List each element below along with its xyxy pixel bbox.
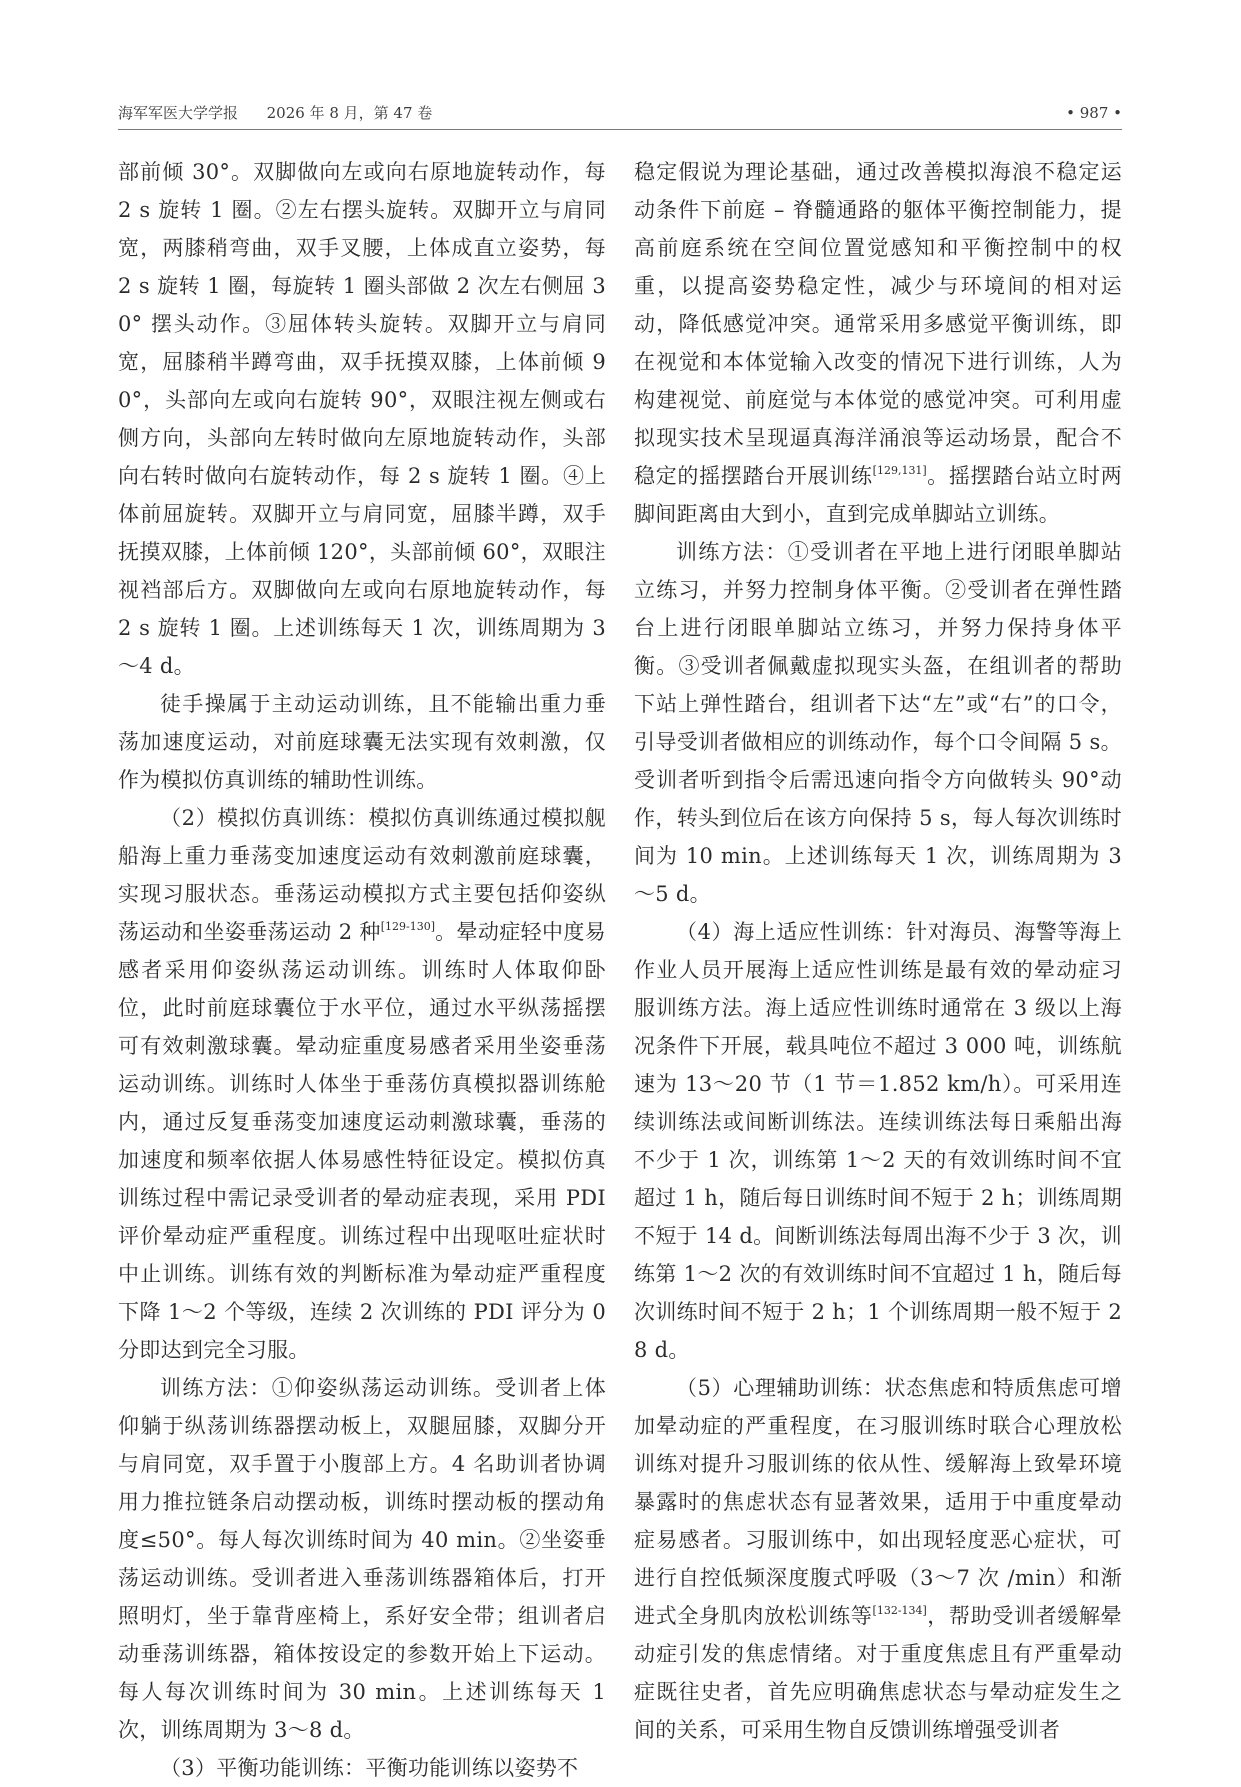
right-column [634, 153, 1122, 1749]
text: 稳定假说为理论基础，通过改善模拟海浪不稳定运动条件下前庭 – 脊髓通路的躯体平衡控制能力，提高前庭系统在空间位置觉感知和平衡控制中的权重，以提高姿势稳定性，减少与环境间的相对运动，降低感觉冲突。通常采用多感觉平衡训练，即在视觉和本体觉输入改变的情况下进行训练，人为构建视觉、前庭觉与本体觉的感觉冲突。可利用虚拟现实技术呈现逼真海洋涌浪等运动场景，配合不稳定的摇摆踏台开展训练 [634, 160, 1122, 488]
left-column [118, 153, 606, 1787]
paragraph-simulation-method: 训练方法：①仰姿纵荡运动训练。受训者上体仰躺于纵荡训练器摆动板上，双腿屈膝，双脚分开与肩同宽，双手置于小腹部上方。4 名助训者协调用力推拉链条启动摆动板，训练时摆动板的摆动角度≤50°。每人每次训练时间为 40 min。②坐姿垂荡运动训练。受训者进入垂荡训练器箱体后，打开照明灯，坐于靠背座椅上，系好安全带；组训者启动垂荡训练器，箱体按设定的参数开始上下运动。每人每次训练时间为 30 min。上述训练每天 1 次，训练周期为 3～8 d。 [118, 1376, 606, 1742]
text: （2）模拟仿真训练：模拟仿真训练通过模拟舰船海上重力垂荡变加速度运动有效刺激前庭球囊，实现习服状态。垂荡运动模拟方式主要包括仰姿纵荡运动和坐姿垂荡运动 2 种 [118, 806, 606, 944]
text: 。摇摆踏台站立时两脚间距离由大到小，直到完成单脚站立训练。 [634, 464, 1122, 526]
citation: [132-134] [872, 1604, 927, 1617]
page-number: • 987 • [1066, 104, 1122, 122]
text: （5）心理辅助训练：状态焦虑和特质焦虑可增加晕动症的严重程度，在习服训练时联合心理放松训练对提升习服训练的依从性、缓解海上致晕环境暴露时的焦虑状态有显著效果，适用于中重度晕动症易感者。习服训练中，如出现轻度恶心症状，可进行自控低频深度腹式呼吸（3～7 次 /min）和渐进式全身肌肉放松训练等 [634, 1376, 1122, 1628]
paragraph-simulation-training [118, 799, 606, 1369]
running-header [118, 103, 1122, 129]
text: 。晕动症轻中度易感者采用仰姿纵荡运动训练。训练时人体取仰卧位，此时前庭球囊位于水平位，通过水平纵荡摇摆可有效刺激球囊。晕动症重度易感者采用坐姿垂荡运动训练。训练时人体坐于垂荡仿真模拟器训练舱内，通过反复垂荡变加速度运动刺激球囊，垂荡的加速度和频率依据人体易感性特征设定。模拟仿真训练过程中需记录受训者的晕动症表现，采用 PDI 评价晕动症严重程度。训练过程中出现呕吐症状时中止训练。训练有效的判断标准为晕动症严重程度下降 1～2 个等级，连续 2 次训练的 PDI 评分为 0 分即达到完全习服。 [118, 920, 606, 1362]
paragraph-sea-adaptation: （4）海上适应性训练：针对海员、海警等海上作业人员开展海上适应性训练是最有效的晕动症习服训练方法。海上适应性训练时通常在 3 级以上海况条件下开展，载具吨位不超过 3 000 吨，训练航速为 13～20 节（1 节＝1.852 km/h）。可采用连续训练法或间断训练法。连续训练法每日乘船出海不少于 1 次，训练第 1～2 天的有效训练时间不宜超过 1 h，随后每日训练时间不短于 2 h；训练周期不短于 14 d。间断训练法每周出海不少于 3 次，训练第 1～2 次的有效训练时间不宜超过 1 h，随后每次训练时间不短于 2 h；1 个训练周期一般不短于 28 d。 [634, 920, 1122, 1362]
paragraph-balance-training-start: （3）平衡功能训练：平衡功能训练以姿势不 [160, 1756, 579, 1780]
paragraph-exercise-continuation: 部前倾 30°。双脚做向左或向右原地旋转动作，每 2 s 旋转 1 圈。②左右摆头旋转。双脚开立与肩同宽，两膝稍弯曲，双手叉腰，上体成直立姿势，每 2 s 旋转 1 圈，每旋转 1 圈头部做 2 次左右侧屈 30° 摆头动作。③屈体转头旋转。双脚开立与肩同宽，屈膝稍半蹲弯曲，双手抚摸双膝，上体前倾 90°，头部向左或向右旋转 90°，双眼注视左侧或右侧方向，头部向左转时做向左原地旋转动作，头部向右转时做向右旋转动作，每 2 s 旋转 1 圈。④上体前屈旋转。双脚开立与肩同宽，屈膝半蹲，双手抚摸双膝，上体前倾 120°，头部前倾 60°，双眼注视裆部后方。双脚做向左或向右原地旋转动作，每 2 s 旋转 1 圈。上述训练每天 1 次，训练周期为 3～4 d。 [118, 160, 606, 678]
paragraph-balance-method: 训练方法：①受训者在平地上进行闭眼单脚站立练习，并努力控制身体平衡。②受训者在弹性踏台上进行闭眼单脚站立练习，并努力保持身体平衡。③受训者佩戴虚拟现实头盔，在组训者的帮助下站上弹性踏台，组训者下达“左”或“右”的口令，引导受训者做相应的训练动作，每个口令间隔 5 s。受训者听到指令后需迅速向指令方向做转头 90°动作，转头到位后在该方向保持 5 s，每人每次训练时间为 10 min。上述训练每天 1 次，训练周期为 3～5 d。 [634, 540, 1122, 906]
issue-info: 2026 年 8 月，第 47 卷 [266, 104, 433, 122]
paragraph-freehand-note: 徒手操属于主动运动训练，且不能输出重力垂荡加速度运动，对前庭球囊无法实现有效刺激，仅作为模拟仿真训练的辅助性训练。 [118, 692, 606, 792]
paragraph-psychological-training [634, 1369, 1122, 1749]
text: ，帮助受训者缓解晕动症引发的焦虑情绪。对于重度焦虑且有严重晕动症既往史者，首先应明确焦虑状态与晕动症发生之间的关系，可采用生物自反馈训练增强受训者 [634, 1604, 1122, 1742]
journal-name: 海军军医大学学报 [118, 104, 239, 122]
journal-issue [118, 103, 432, 123]
header-rule [118, 129, 1122, 130]
paragraph-balance-training [634, 153, 1122, 533]
citation: [129,131] [872, 464, 927, 477]
citation: [129-130] [380, 920, 436, 933]
